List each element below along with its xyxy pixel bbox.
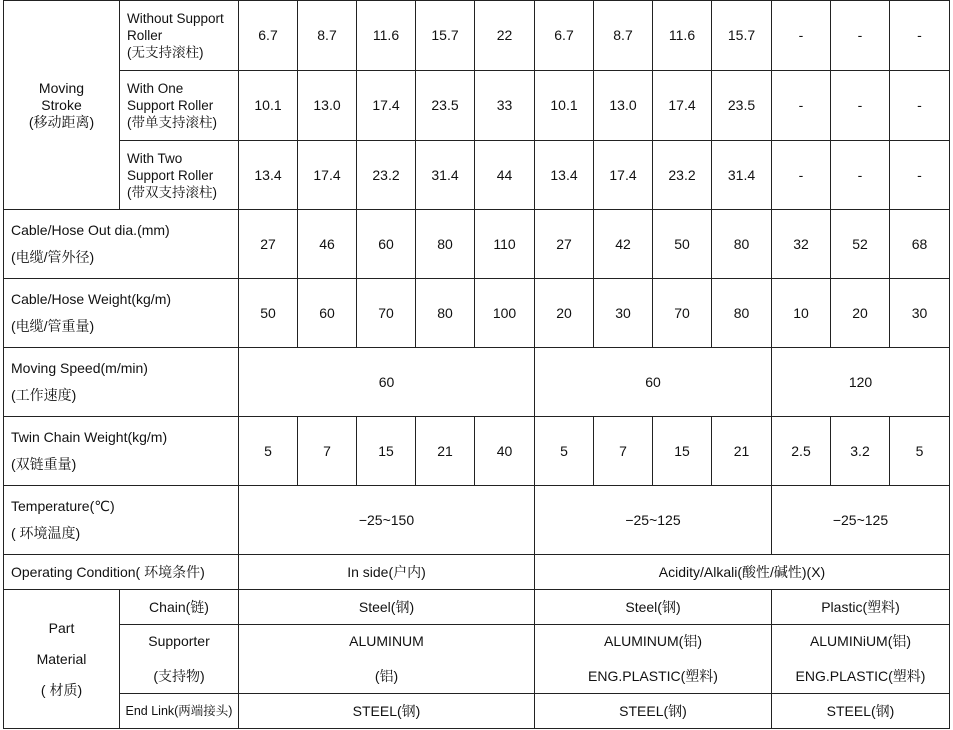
chain-material-value: Steel(钢) xyxy=(535,590,772,625)
end-link-material-value: STEEL(钢) xyxy=(772,694,950,729)
cable-dia-value: 27 xyxy=(239,210,298,279)
twin-chain-weight-value: 2.5 xyxy=(772,417,831,486)
stroke-value: 13.0 xyxy=(594,71,653,141)
stroke-value: 6.7 xyxy=(535,1,594,71)
cable-weight-value: 30 xyxy=(594,279,653,348)
stroke-row-one-roller xyxy=(4,71,950,141)
cable-weight-value: 20 xyxy=(831,279,890,348)
cable-dia-label: Cable/Hose Out dia.(mm) (电缆/管外径) xyxy=(4,210,239,279)
stroke-value: 23.2 xyxy=(357,141,416,210)
moving-speed-label: Moving Speed(m/min) (工作速度) xyxy=(4,348,239,417)
stroke-value: 8.7 xyxy=(594,1,653,71)
twin-chain-weight-value: 7 xyxy=(298,417,357,486)
supporter-material-value: ALUMINUM(铝) ENG.PLASTIC(塑料) xyxy=(535,625,772,694)
stroke-value: 31.4 xyxy=(712,141,772,210)
stroke-value: 11.6 xyxy=(357,1,416,71)
cable-weight-value: 100 xyxy=(475,279,535,348)
cable-weight-value: 10 xyxy=(772,279,831,348)
cable-weight-value: 30 xyxy=(890,279,950,348)
twin-chain-weight-value: 5 xyxy=(535,417,594,486)
stroke-value: - xyxy=(772,1,831,71)
stroke-value: 22 xyxy=(475,1,535,71)
material-end-link-row xyxy=(4,694,950,729)
chain-material-label: Chain(链) xyxy=(120,590,239,625)
cable-weight-value: 80 xyxy=(416,279,475,348)
stroke-value: - xyxy=(772,141,831,210)
material-supporter-row xyxy=(4,625,950,694)
cable-dia-value: 46 xyxy=(298,210,357,279)
stroke-value: 15.7 xyxy=(712,1,772,71)
stroke-row-two-rollers xyxy=(4,141,950,210)
stroke-value: - xyxy=(831,141,890,210)
stroke-value: 17.4 xyxy=(357,71,416,141)
supporter-material-value: ALUMINUM (铝) xyxy=(239,625,535,694)
cable-weight-label: Cable/Hose Weight(kg/m) (电缆/管重量) xyxy=(4,279,239,348)
temperature-value: −25~125 xyxy=(535,486,772,555)
moving-speed-value: 120 xyxy=(772,348,950,417)
cable-dia-value: 68 xyxy=(890,210,950,279)
stroke-value: 8.7 xyxy=(298,1,357,71)
stroke-value: 33 xyxy=(475,71,535,141)
stroke-value: 6.7 xyxy=(239,1,298,71)
cable-weight-value: 70 xyxy=(653,279,712,348)
stroke-value: 13.4 xyxy=(239,141,298,210)
operating-condition-label: Operating Condition( 环境条件) xyxy=(4,555,239,590)
supporter-material-label: Supporter (支持物) xyxy=(120,625,239,694)
cable-dia-value: 52 xyxy=(831,210,890,279)
cable-dia-value: 110 xyxy=(475,210,535,279)
moving-speed-value: 60 xyxy=(535,348,772,417)
stroke-value: - xyxy=(890,1,950,71)
chain-material-value: Plastic(塑料) xyxy=(772,590,950,625)
stroke-two-rollers-label: With Two Support Roller (带双支持滚柱) xyxy=(120,141,239,210)
twin-chain-weight-value: 40 xyxy=(475,417,535,486)
operating-condition-value: Acidity/Alkali(酸性/碱性)(X) xyxy=(535,555,950,590)
part-material-label: Part Material ( 材质) xyxy=(4,590,120,729)
cable-dia-value: 50 xyxy=(653,210,712,279)
cable-dia-value: 32 xyxy=(772,210,831,279)
cable-weight-value: 80 xyxy=(712,279,772,348)
twin-chain-weight-value: 5 xyxy=(890,417,950,486)
stroke-value: 31.4 xyxy=(416,141,475,210)
stroke-value: 15.7 xyxy=(416,1,475,71)
temperature-value: −25~150 xyxy=(239,486,535,555)
moving-speed-row xyxy=(4,348,950,417)
cable-weight-value: 60 xyxy=(298,279,357,348)
twin-chain-weight-value: 3.2 xyxy=(831,417,890,486)
stroke-value: 17.4 xyxy=(594,141,653,210)
stroke-value: 10.1 xyxy=(535,71,594,141)
twin-chain-weight-row xyxy=(4,417,950,486)
stroke-value: 17.4 xyxy=(298,141,357,210)
specification-table xyxy=(3,0,950,729)
twin-chain-weight-value: 7 xyxy=(594,417,653,486)
temperature-label: Temperature(℃) ( 环境温度) xyxy=(4,486,239,555)
stroke-value: 11.6 xyxy=(653,1,712,71)
stroke-value: - xyxy=(890,71,950,141)
twin-chain-weight-value: 15 xyxy=(357,417,416,486)
twin-chain-weight-value: 21 xyxy=(416,417,475,486)
operating-condition-value: In side(户内) xyxy=(239,555,535,590)
end-link-material-label: End Link(两端接头) xyxy=(120,694,239,729)
cable-weight-value: 50 xyxy=(239,279,298,348)
twin-chain-weight-value: 15 xyxy=(653,417,712,486)
stroke-value: 10.1 xyxy=(239,71,298,141)
cable-dia-value: 42 xyxy=(594,210,653,279)
twin-chain-weight-value: 5 xyxy=(239,417,298,486)
stroke-value: - xyxy=(772,71,831,141)
stroke-value: 23.2 xyxy=(653,141,712,210)
stroke-value: 44 xyxy=(475,141,535,210)
cable-dia-value: 80 xyxy=(416,210,475,279)
stroke-value: 13.4 xyxy=(535,141,594,210)
temperature-value: −25~125 xyxy=(772,486,950,555)
cable-dia-value: 60 xyxy=(357,210,416,279)
end-link-material-value: STEEL(钢) xyxy=(239,694,535,729)
twin-chain-weight-value: 21 xyxy=(712,417,772,486)
stroke-value: - xyxy=(890,141,950,210)
stroke-one-roller-label: With One Support Roller (带单支持滚柱) xyxy=(120,71,239,141)
material-chain-row xyxy=(4,590,950,625)
stroke-value: 17.4 xyxy=(653,71,712,141)
operating-condition-row xyxy=(4,555,950,590)
stroke-value: - xyxy=(831,1,890,71)
end-link-material-value: STEEL(钢) xyxy=(535,694,772,729)
moving-speed-value: 60 xyxy=(239,348,535,417)
stroke-no-roller-label: Without Support Roller (无支持滚柱) xyxy=(120,1,239,71)
supporter-material-value: ALUMINiUM(铝) ENG.PLASTIC(塑料) xyxy=(772,625,950,694)
twin-chain-weight-label: Twin Chain Weight(kg/m) (双链重量) xyxy=(4,417,239,486)
moving-stroke-label: Moving Stroke (移动距离) xyxy=(4,1,120,210)
stroke-row-no-roller xyxy=(4,1,950,71)
chain-material-value: Steel(钢) xyxy=(239,590,535,625)
stroke-value: 23.5 xyxy=(712,71,772,141)
stroke-value: 13.0 xyxy=(298,71,357,141)
cable-dia-row xyxy=(4,210,950,279)
cable-dia-value: 27 xyxy=(535,210,594,279)
stroke-value: 23.5 xyxy=(416,71,475,141)
cable-weight-value: 70 xyxy=(357,279,416,348)
cable-dia-value: 80 xyxy=(712,210,772,279)
cable-weight-value: 20 xyxy=(535,279,594,348)
temperature-row xyxy=(4,486,950,555)
cable-weight-row xyxy=(4,279,950,348)
stroke-value: - xyxy=(831,71,890,141)
